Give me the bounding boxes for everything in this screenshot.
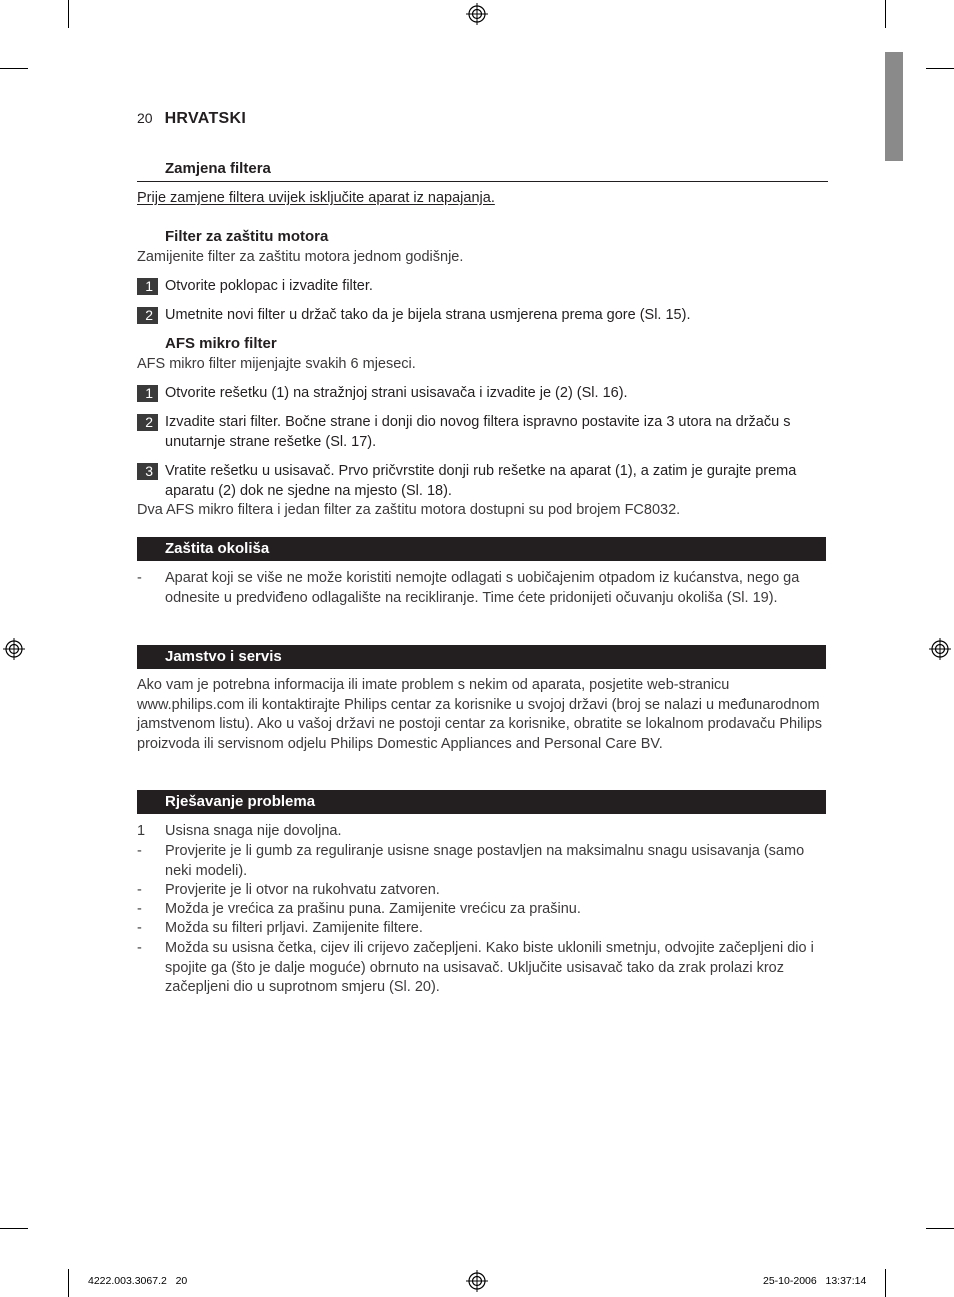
step-number: 2 [137, 307, 158, 324]
list-text: Usisna snaga nije dovoljna. [165, 823, 342, 839]
step-text: Otvorite poklopac i izvadite filter. [165, 278, 373, 294]
crop-mark [0, 1228, 28, 1229]
section-bar-warranty [137, 645, 826, 669]
list-text: Možda su usisna četka, cijev ili crijevo začepljeni. Kako biste uklonili smetnju, odvojite začepljeni dio i spojite ga (što je dalje moguće) obrnuto na usisavač. Uključite usisavač tako da zrak prolazi kroz začepljeni dio u suprotnom smjeru (Sl. 20). [165, 940, 814, 995]
step-text: Vratite rešetku u usisavač. Prvo pričvrstite donji rub rešetke na aparat (1), a zatim je gurajte prema aparatu (2) dok ne sjedne na mjesto (Sl. 18). [165, 463, 797, 499]
footer-left [88, 1275, 187, 1287]
registration-mark-icon [466, 1270, 488, 1292]
registration-mark-icon [466, 3, 488, 25]
section-heading-filter-replacement: Zamjena filtera [165, 160, 271, 177]
section-bar-environment [137, 537, 826, 561]
step-text: Izvadite stari filter. Bočne strane i donji dio novog filtera ispravno postavite iza 3 utora na držaču s unutarnje strane rešetke (Sl. 17). [165, 414, 791, 450]
list-marker: - [137, 882, 142, 898]
list-text: Možda je vrećica za prašinu puna. Zamijenite vrećicu za prašinu. [165, 901, 581, 917]
footer-right [763, 1275, 866, 1287]
list-item [137, 900, 827, 920]
list-text: Aparat koji se više ne može koristiti nemojte odlagati s uobičajenim otpadom iz kućanstva, nego ga odnesite u predviđeno odlagalište na recikliranje. Time ćete pridonijeti očuvanju okoliša (Sl. 19). [165, 570, 800, 606]
crop-mark [926, 1228, 954, 1229]
section-heading-warranty: Jamstvo i servis [165, 648, 282, 665]
step-item [137, 306, 827, 326]
crop-mark [885, 1269, 886, 1297]
list-text: Možda su filteri prljavi. Zamijenite filtere. [165, 920, 423, 936]
step-item [137, 462, 827, 501]
step-item [137, 384, 827, 404]
list-text: Provjerite je li otvor na rukohvatu zatvoren. [165, 882, 440, 898]
step-number: 1 [137, 385, 158, 402]
step-number: 3 [137, 463, 158, 480]
list-marker: - [137, 920, 142, 936]
registration-mark-icon [929, 638, 951, 660]
list-item [137, 881, 827, 901]
afs-note: Dva AFS mikro filtera i jedan filter za zaštitu motora dostupni su pod brojem FC8032. [137, 502, 681, 518]
warranty-text: Ako vam je potrebna informacija ili imate problem s nekim od aparata, posjetite web-stranicu www.philips.com ili kontaktirajte Philips centar za korisnike u svojoj državi (broj se nalazi u međunarodnom jamstvenom listu). Ako u vašoj državi ne postoji centar za korisnike, obratite se lokalnom prodavaču Philips proizvoda ili servisnom odjelu Philips Domestic Appliances and Personal Care BV. [137, 677, 823, 752]
crop-mark [885, 0, 886, 28]
afs-intro: AFS mikro filter mijenjajte svakih 6 mjeseci. [137, 356, 416, 372]
subheading-motor-filter: Filter za zaštitu motora [165, 228, 329, 245]
crop-mark [0, 68, 28, 69]
step-text: Umetnite novi filter u držač tako da je bijela strana usmjerena prema gore (Sl. 15). [165, 307, 691, 323]
section-heading-environment: Zaštita okoliša [165, 540, 270, 557]
language-thumb-tab [885, 52, 903, 161]
list-item [137, 569, 827, 608]
step-item [137, 413, 827, 452]
crop-mark [68, 1269, 69, 1297]
list-marker: 1 [137, 823, 146, 839]
step-item [137, 277, 827, 297]
list-item [137, 919, 827, 939]
step-number: 1 [137, 278, 158, 295]
motor-filter-intro: Zamijenite filter za zaštitu motora jednom godišnje. [137, 249, 464, 265]
warning-text: Prije zamjene filtera uvijek isključite aparat iz napajanja. [137, 190, 495, 206]
section-rule [137, 181, 828, 182]
step-text: Otvorite rešetku (1) na stražnjoj strani usisavača i izvadite je (2) (Sl. 16). [165, 385, 628, 401]
page-number: 20 [137, 110, 153, 126]
subheading-afs-filter: AFS mikro filter [165, 335, 277, 352]
step-number: 2 [137, 414, 158, 431]
footer-date: 25-10-2006 [763, 1275, 817, 1287]
list-item [137, 822, 827, 842]
list-text: Provjerite je li gumb za reguliranje usisne snage postavljen na maksimalnu snagu usisavanja (samo neki modeli). [165, 843, 805, 879]
footer-code: 4222.003.3067.2 [88, 1275, 167, 1287]
crop-mark [68, 0, 69, 28]
registration-mark-icon [3, 638, 25, 660]
section-heading-troubleshooting: Rješavanje problema [165, 793, 316, 810]
list-marker: - [137, 570, 142, 586]
list-item [137, 842, 827, 881]
page-header [137, 110, 246, 128]
section-bar-troubleshooting [137, 790, 826, 814]
list-marker: - [137, 901, 142, 917]
language-title: HRVATSKI [164, 110, 247, 127]
list-marker: - [137, 843, 142, 859]
crop-mark [926, 68, 954, 69]
footer-time: 13:37:14 [825, 1275, 867, 1287]
list-item [137, 939, 827, 998]
footer-page: 20 [175, 1275, 188, 1287]
list-marker: - [137, 940, 142, 956]
